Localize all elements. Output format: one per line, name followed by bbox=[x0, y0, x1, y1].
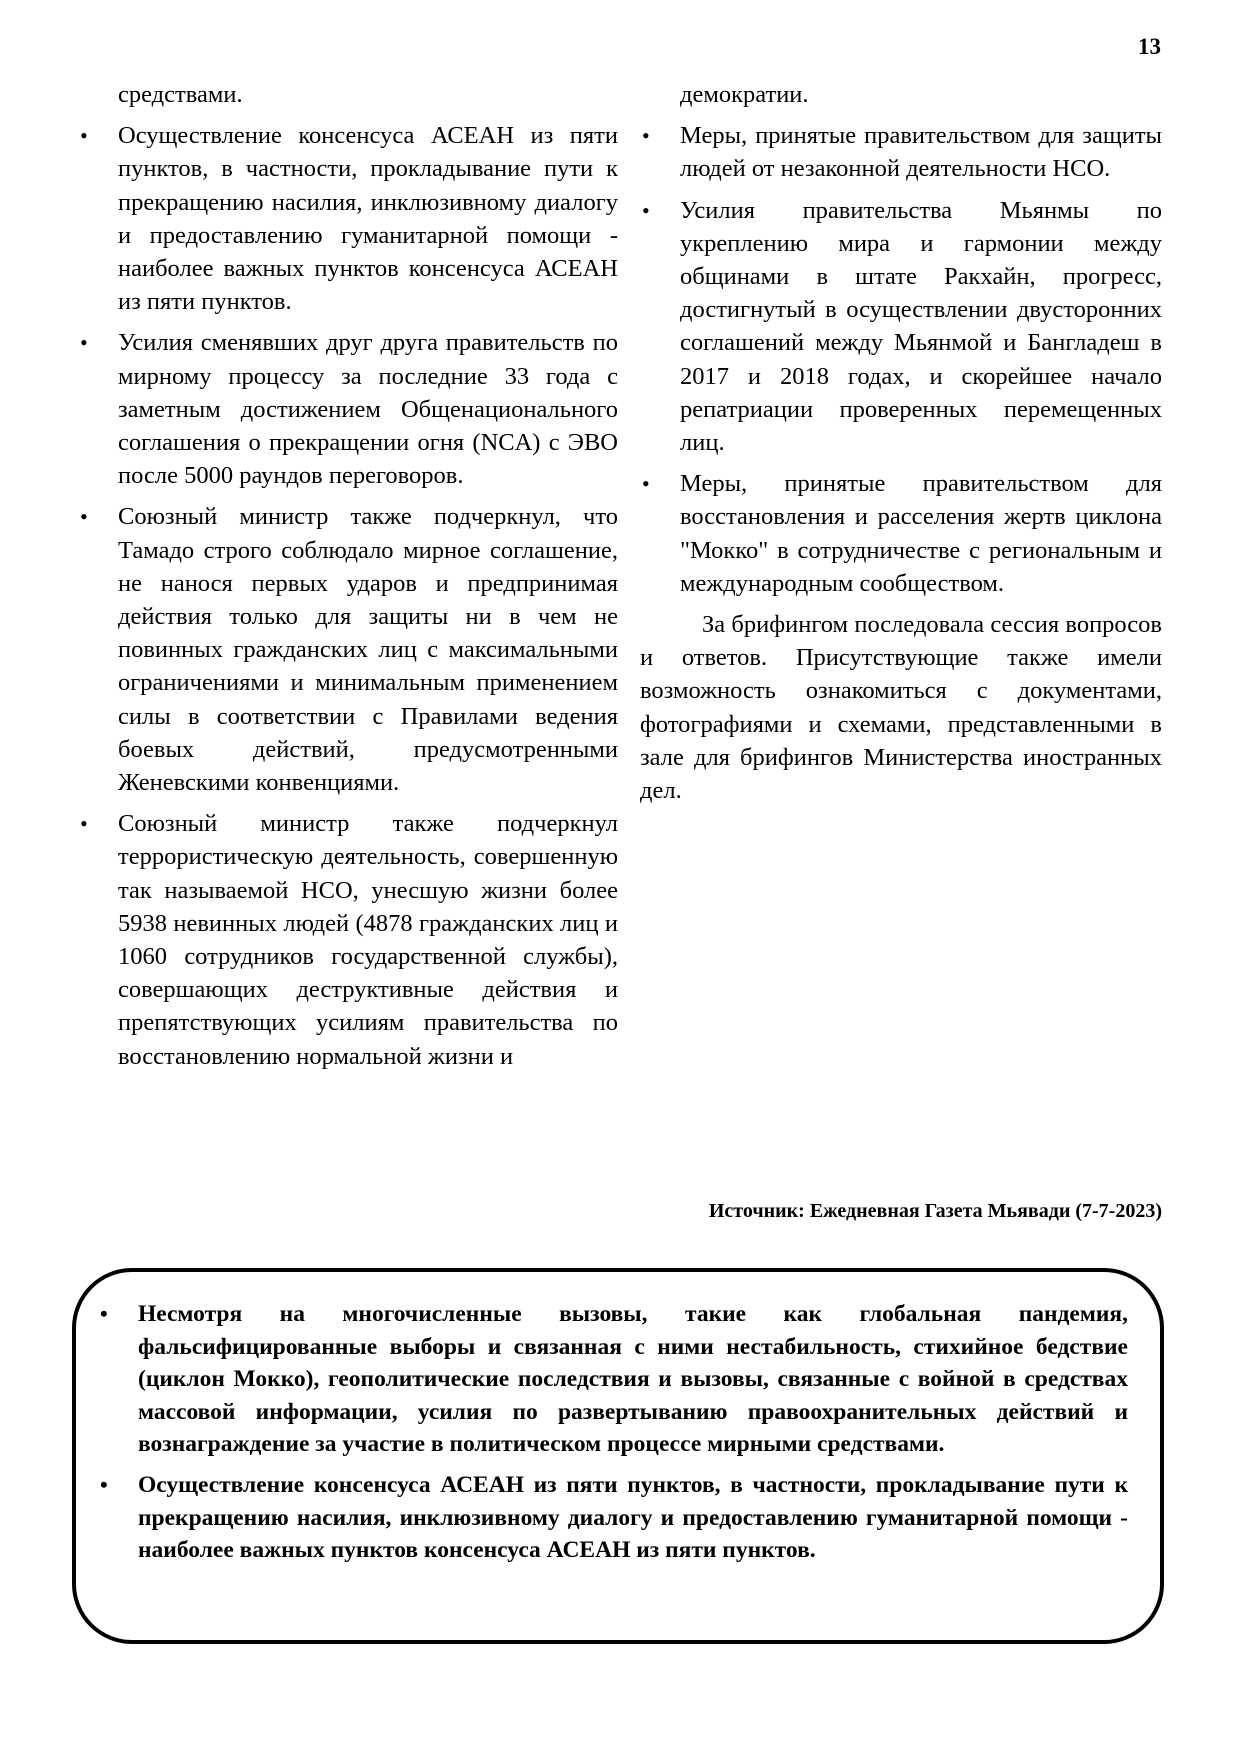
continuation-text: демократии. bbox=[680, 81, 809, 108]
list-item-text: Союзный министр также подчеркнул, что Тамадо строго соблюдало мирное соглашение, не нанося первых ударов и предпринимая действия только для защиты ни в чем не повинных гражданских лиц с максимальными ограничениями и минимальным применением силы в соответствии с Правилами ведения боевых действий, предусмотренными Женевскими конвенциями. bbox=[118, 503, 618, 797]
source-citation: Источник: Ежедневная Газета Мьявади (7-7-2023) bbox=[708, 1200, 1162, 1222]
list-item-text: Усилия сменявших друг друга правительств по мирному процессу за последние 33 года с заметным достижением Общенационального соглашения о прекращении огня (NCA) с ЭВО после 5000 раундов переговоров. bbox=[118, 329, 618, 490]
bullet-list bbox=[78, 119, 618, 1073]
closing-paragraph: За брифингом последовала сессия вопросов и ответов. Присутствующие также имели возможность ознакомиться с документами, фотографиями и схемами, представленными в зале для брифингов Министерства иностранных дел. bbox=[640, 611, 1162, 805]
list-item bbox=[78, 119, 618, 318]
list-item bbox=[640, 119, 1162, 185]
list-item-text: Осуществление консенсуса АСЕАН из пяти пунктов, в частности, прокладывание пути к прекращению насилия, инклюзивному диалогу и предоставлению гуманитарной помощи - наиболее важных пунктов консенсуса АСЕАН из пяти пунктов. bbox=[138, 1471, 1128, 1564]
bullet-icon: • bbox=[80, 811, 88, 837]
list-item bbox=[78, 326, 618, 492]
list-item bbox=[78, 500, 618, 799]
list-item bbox=[640, 194, 1162, 460]
right-column bbox=[640, 78, 1162, 807]
bullet-icon: • bbox=[100, 1471, 108, 1497]
continuation-text: средствами. bbox=[118, 81, 243, 108]
bullet-icon: • bbox=[642, 197, 650, 223]
bullet-icon: • bbox=[642, 123, 650, 149]
list-item-text: Меры, принятые правительством для защиты людей от незаконной деятельности НСО. bbox=[680, 122, 1162, 183]
list-item bbox=[98, 1298, 1128, 1461]
bullet-icon: • bbox=[80, 504, 88, 530]
page-number: 13 bbox=[1138, 34, 1161, 59]
list-item-text: Меры, принятые правительством для восстановления и расселения жертв циклона "Мокко" в сотрудничестве с региональным и международным сообществом. bbox=[680, 470, 1162, 597]
list-item bbox=[78, 807, 618, 1073]
list-item-text: Несмотря на многочисленные вызовы, такие как глобальная пандемия, фальсифицированные выборы и связанная с ними нестабильность, стихийное бедствие (циклон Мокко), геополитические последствия и вызовы, связанные с войной в средствах массовой информации, усилия по развертыванию правоохранительных действий и вознаграждение за участие в политическом процессе мирными средствами. bbox=[138, 1301, 1128, 1458]
list-item-text: Осуществление консенсуса АСЕАН из пяти пунктов, в частности, прокладывание пути к прекращению насилия, инклюзивному диалогу и предоставлению гуманитарной помощи - наиболее важных пунктов консенсуса АСЕАН из пяти пунктов. bbox=[118, 122, 618, 316]
bullet-icon: • bbox=[100, 1301, 108, 1326]
left-column bbox=[78, 78, 618, 1081]
bullet-list bbox=[640, 119, 1162, 600]
list-item-text: Союзный министр также подчеркнул террористическую деятельность, совершенную так называемой НСО, унесшую жизни более 5938 невинных людей (4878 гражданских лиц и 1060 сотрудников государственной службы), совершающих деструктивные действия и препятствующих усилиям правительства по восстановлению нормальной жизни и bbox=[118, 810, 618, 1070]
bullet-icon: • bbox=[80, 330, 88, 356]
list-item bbox=[98, 1469, 1128, 1567]
highlight-list bbox=[98, 1298, 1128, 1575]
list-item-text: Усилия правительства Мьянмы по укреплению мира и гармонии между общинами в штате Ракхайн, прогресс, достигнутый в осуществлении двусторонних соглашений между Мьянмой и Бангладеш в 2017 и 2018 годах, и скорейшее начало репатриации проверенных перемещенных лиц. bbox=[680, 196, 1162, 457]
bullet-icon: • bbox=[80, 123, 88, 149]
list-item bbox=[640, 467, 1162, 600]
highlight-box bbox=[72, 1268, 1164, 1644]
bullet-icon: • bbox=[642, 471, 650, 497]
